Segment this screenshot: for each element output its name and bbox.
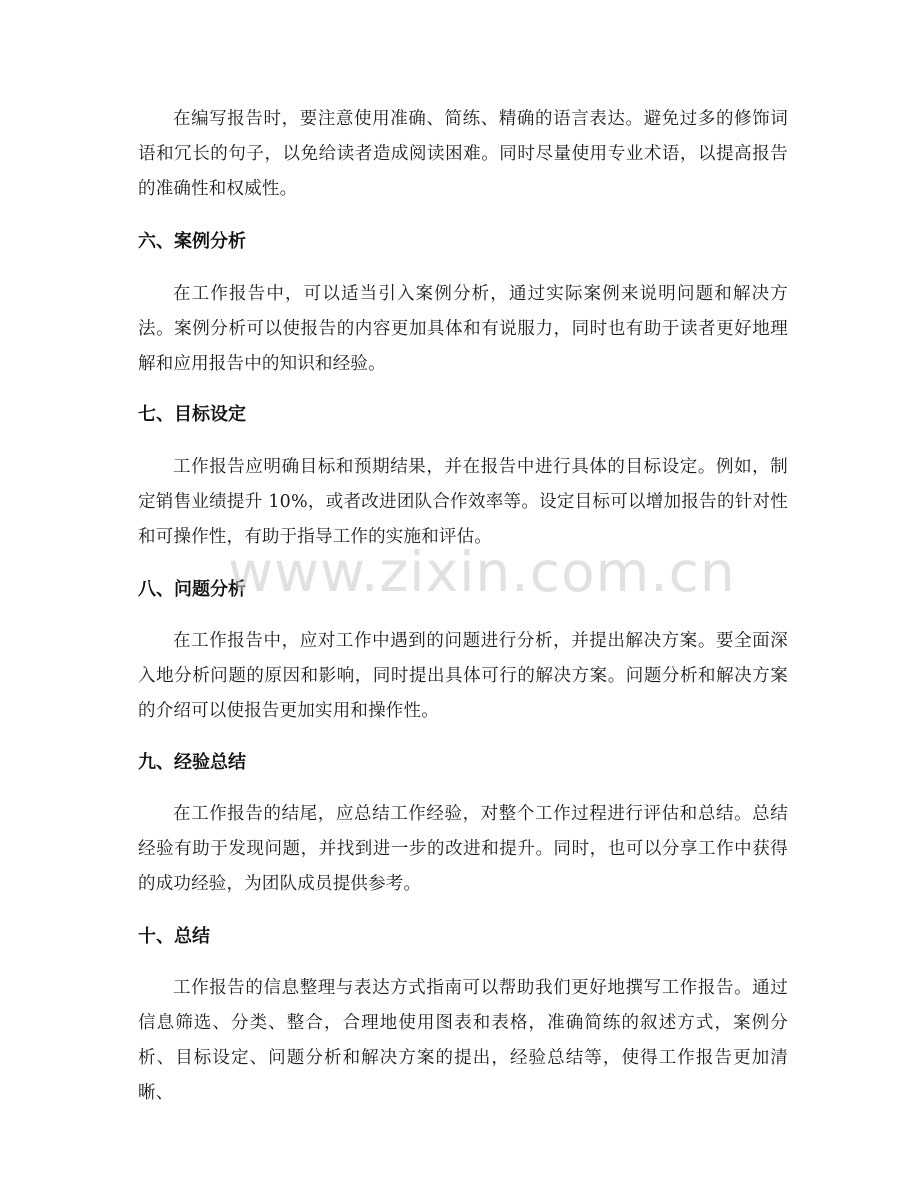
- section-paragraph-8: 在工作报告中，应对工作中遇到的问题进行分析，并提出解决方案。要全面深入地分析问题的原因和影响，同时提出具体可行的解决方案。问题分析和解决方案的介绍可以使报告更加实用和操作性。: [138, 631, 788, 721]
- intro-paragraph: 在编写报告时，要注意使用准确、简练、精确的语言表达。避免过多的修饰词语和冗长的句子，以免给读者造成阅读困难。同时尽量使用专业术语，以提高报告的准确性和权威性。: [138, 109, 788, 199]
- section-heading-7: 七、目标设定: [138, 404, 246, 425]
- section-paragraph-6: 在工作报告中，可以适当引入案例分析，通过实际案例来说明问题和解决方法。案例分析可以使报告的内容更加具体和有说服力，同时也有助于读者更好地理解和应用报告中的知识和经验。: [138, 284, 788, 374]
- section-heading-8: 八、问题分析: [138, 579, 246, 600]
- section-heading-10: 十、总结: [138, 926, 210, 947]
- section-heading-6: 六、案例分析: [138, 231, 246, 252]
- section-heading-9: 九、经验总结: [138, 752, 246, 773]
- section-paragraph-7: 工作报告应明确目标和预期结果，并在报告中进行具体的目标设定。例如，制定销售业绩提升 10%，或者改进团队合作效率等。设定目标可以增加报告的针对性和可操作性，有助于指导工作的实施和评估。: [138, 457, 788, 547]
- section-paragraph-9: 在工作报告的结尾，应总结工作经验，对整个工作过程进行评估和总结。总结经验有助于发现问题，并找到进一步的改进和提升。同时，也可以分享工作中获得的成功经验，为团队成员提供参考。: [138, 804, 788, 894]
- section-paragraph-10: 工作报告的信息整理与表达方式指南可以帮助我们更好地撰写工作报告。通过信息筛选、分类、整合，合理地使用图表和表格，准确简练的叙述方式，案例分析、目标设定、问题分析和解决方案的提出，经验总结等，使得工作报告更加清晰、: [138, 978, 788, 1103]
- watermark: www.zixin.com.cn: [228, 540, 736, 604]
